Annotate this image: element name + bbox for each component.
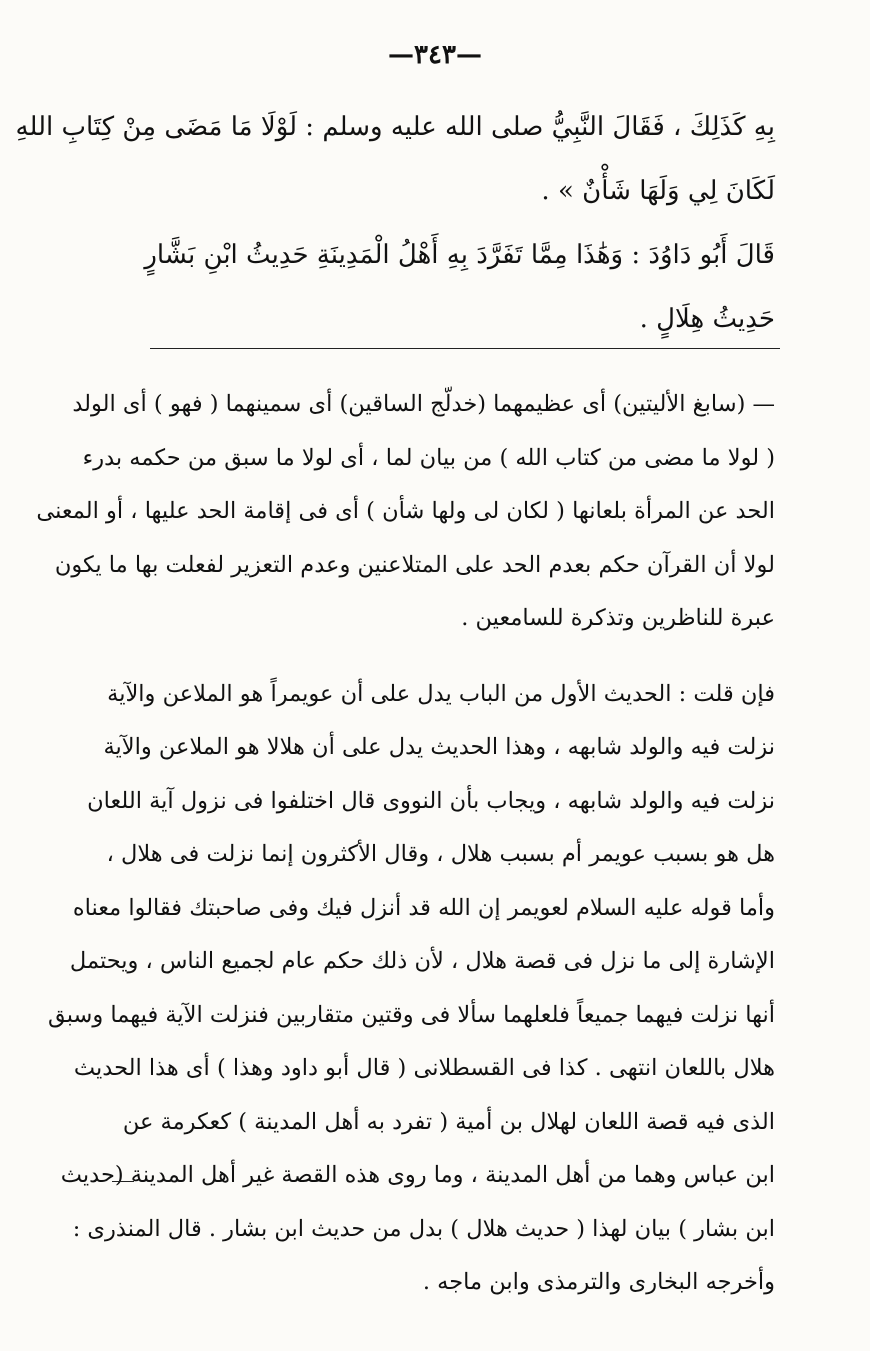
commentary-line: فإن قلت : الحديث الأول من الباب يدل على أن عويمراً هو الملاعن والآية	[107, 680, 775, 707]
commentary-line: لولا أن القرآن حكم بعدم الحد على المتلاعنين وعدم التعزير لفعلت بها ما يكون	[54, 551, 775, 578]
commentary-line: ابن عباس وهما من أهل المدينة ، وما روى هذه القصة غير أهل المدينة (حديث	[60, 1162, 775, 1188]
commentary-line: أنها نزلت فيهما جميعاً فلعلهما سألا فى وقتين متقاربين فنزلت الآية فيهما وسبق	[48, 1001, 775, 1028]
commentary-line: ( لولا ما مضى من كتاب الله ) من بيان لما ، أى لولا ما سبق من حكمه بدرء	[82, 444, 775, 471]
commentary-line: نزلت فيه والولد شابهه ، وهذا الحديث يدل على أن هلالا هو الملاعن والآية	[103, 734, 775, 760]
commentary-line: الحد عن المرأة بلعانها ( لكان لى ولها شأن ) أى فى إقامة الحد عليها ، أو المعنى	[36, 498, 775, 524]
commentary-text	[36, 378, 775, 1310]
commentary-line: عبرة للناظرين وتذكرة للسامعين .	[461, 605, 775, 631]
hadith-line: حَدِيثُ هِلَالٍ .	[639, 304, 775, 334]
hadith-line: بِهِ كَذَلِكَ ، فَقَالَ النَّبِيُّ صلى الله عليه وسلم : لَوْلَا مَا مَضَى مِنْ كِتَابِ اللهِ	[15, 112, 775, 142]
end-dash	[112, 1181, 134, 1182]
commentary-line: هلال باللعان انتهى . كذا فى القسطلانى ( قال أبو داود وهذا ) أى هذا الحديث	[73, 1055, 775, 1081]
commentary-line: ابن بشار ) بيان لهذا ( حديث هلال ) بدل من حديث ابن بشار . قال المنذرى :	[72, 1215, 775, 1242]
commentary-line: وأخرجه البخارى والترمذى وابن ماجه .	[422, 1269, 775, 1295]
paragraph-gap	[110, 646, 775, 668]
commentary-line: وأما قوله عليه السلام لعويمر إن الله قد أنزل فيك وفى صاحبتك فقالوا معناه	[72, 894, 775, 921]
hadith-text	[15, 95, 775, 351]
commentary-line: نزلت فيه والولد شابهه ، ويجاب بأن النووى قال اختلفوا فى نزول آية اللعان	[87, 787, 775, 814]
page-number: —٣٤٣—	[388, 40, 482, 70]
commentary-line: الإشارة إلى ما نزل فى قصة هلال ، لأن ذلك حكم عام لجميع الناس ، ويحتمل	[69, 948, 775, 974]
commentary-line: هل هو بسبب عويمر أم بسبب هلال ، وقال الأكثرون إنما نزلت فى هلال ،	[106, 841, 775, 867]
hadith-line: لَكَانَ لِي وَلَهَا شَأْنٌ » .	[541, 176, 775, 206]
commentary-line: — (سابغ الأليتين) أى عظيمهما (خدلّج الساقين) أى سمينهما ( فهو ) أى الولد	[72, 391, 775, 417]
separator-line	[150, 348, 780, 349]
hadith-line: قَالَ أَبُو دَاوُدَ : وَهَٰذَا مِمَّا تَفَرَّدَ بِهِ أَهْلُ الْمَدِينَةِ حَدِيثُ ابْنِ بَشَّارٍ	[144, 240, 775, 270]
commentary-line: الذى فيه قصة اللعان لهلال بن أمية ( تفرد به أهل المدينة ) كعكرمة عن	[122, 1108, 775, 1135]
